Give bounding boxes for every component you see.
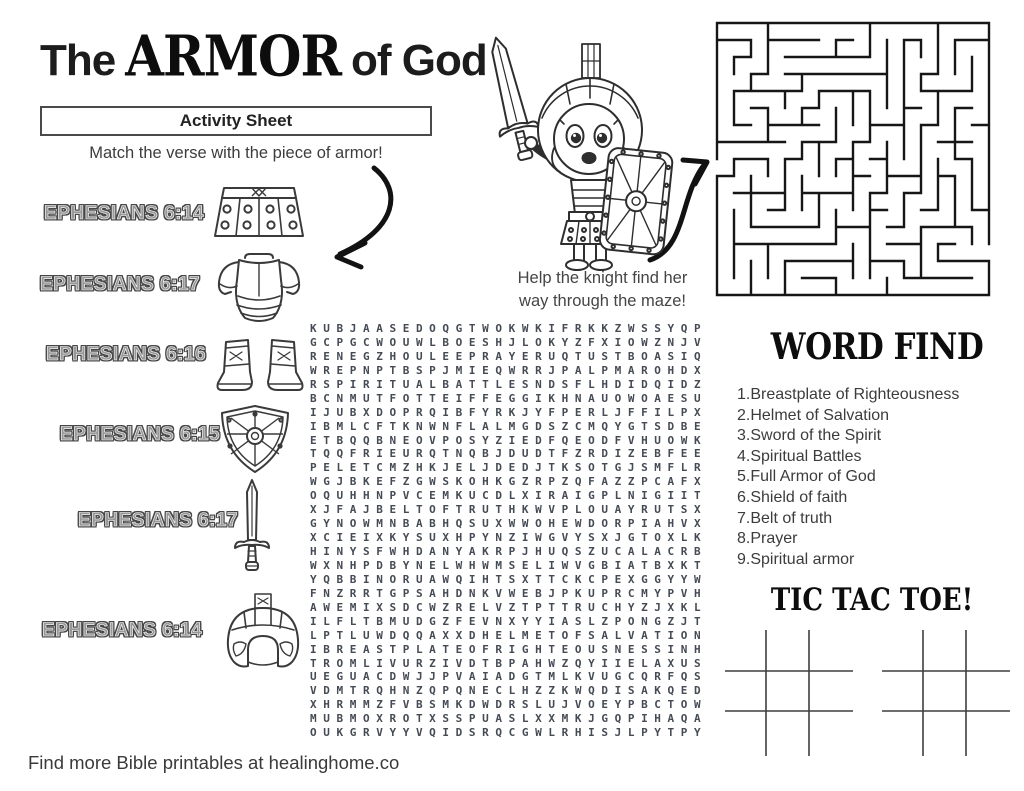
word-search-row: WGJBKEFZGWSKOHKGZRPZQFAZZPCAFX [310, 475, 708, 489]
shield-icon [218, 404, 292, 474]
word-find-item: 7.Belt of truth [737, 509, 833, 527]
word-find-heading: WORD FIND [770, 326, 984, 369]
title-post: of God [351, 36, 487, 85]
match-instruction: Match the verse with the piece of armor! [89, 144, 383, 162]
word-search-row: TQQFRIEURQTNQBJDUDTFZRDIZEBFEE [310, 447, 708, 461]
word-search-row: BCNMUTFOTTEIFFEGGIKHNAUOWOAESU [310, 391, 708, 405]
word-search-row: WXNHPDBYNELWHWMSELIWVGBIATBXKT [310, 558, 708, 572]
word-search-row: GYNOWMNBABHQSUXWWOHEWDORPIAHVX [310, 517, 708, 531]
tic-tac-toe-board [882, 630, 1010, 756]
boots-icon [212, 338, 308, 396]
word-search-row: AWEMIXSDCWZRELVZTPTTRUCHYZJXKL [310, 600, 708, 614]
activity-sheet-banner [40, 106, 432, 136]
word-search-row: LPTLUWDQQAXXDHELMETOFSALVATION [310, 628, 708, 642]
tic-tac-toe-board [725, 630, 853, 756]
title-armor-word: ARMOR [125, 23, 342, 90]
word-search-row: UEGUACDWJJPVAIADGTMLKVUGCQRFQS [310, 670, 708, 684]
word-find-item: 1.Breastplate of Righteousness [737, 386, 960, 403]
word-search-row: IBMLCFTKNWNFLALMGDSZCMQYGTSDBE [310, 419, 708, 433]
word-find-item: 4.Spiritual Battles [737, 447, 862, 465]
verse-label-1: EPHESIANS 6:14 [44, 203, 205, 224]
maze [714, 20, 992, 298]
word-search-row: KUBJAASEDOQGTWOKWKIFRKKZWSSYQP [310, 322, 708, 335]
word-search-grid [310, 322, 714, 740]
breastplate-icon [215, 252, 303, 324]
maze-caption-line1: Help the knight find her [517, 269, 688, 287]
word-find-list [737, 385, 1023, 570]
maze-caption-line2: way through the maze! [519, 292, 686, 310]
verse-label-2: EPHESIANS 6:17 [40, 274, 201, 295]
word-search-row: IBREASTPLATEOFRIGHTEOUSNESSINH [310, 642, 708, 656]
verse-label-6: EPHESIANS 6:14 [42, 620, 203, 641]
word-search-row: PELETCMZHKJELJDEDJTKSOTGJSMFLR [310, 461, 708, 475]
word-search-row: OQUHHNPVCEMKUCDLXIRAIGPLNIGIIT [310, 489, 708, 503]
word-search-row: IJUBXDOPRQIBFYRKJYFPERLJFFILPX [310, 405, 708, 419]
word-search-row: XCIEIXKYSUXHPYNZIWGVYSXJGTOXLK [310, 531, 708, 545]
word-search-row: YQBBINORUAWQIHTSXTTCKCPEXGGYYW [310, 572, 708, 586]
tic-tac-toe-heading: TIC TAC TOE! [770, 583, 974, 619]
maze-caption [470, 267, 735, 313]
word-find-item: 2.Helmet of Salvation [737, 406, 890, 424]
word-search-row: TROMLIVURZIVDTBPAHWZQYIIELAXUS [310, 656, 708, 670]
word-find-item: 5.Full Armor of God [737, 468, 876, 486]
word-search-row: WREPNPTBSPJMIEQWRRJPALPMAROHDX [310, 363, 708, 377]
word-find-item: 3.Sword of the Spirit [737, 427, 882, 445]
verse-label-4: EPHESIANS 6:15 [60, 424, 221, 445]
page-title [40, 23, 487, 90]
verse-label-3: EPHESIANS 6:16 [46, 344, 207, 365]
knight-illustration [482, 32, 677, 272]
banner-label: Activity Sheet [179, 111, 293, 130]
title-pre: The [40, 36, 116, 85]
footer-text: Find more Bible printables at healinghome.co [28, 752, 400, 773]
word-search-row: MUBMOXROTXSSPUASLXXMKJGQPIHAQA [310, 712, 708, 726]
sword-icon [232, 478, 272, 578]
arrow-to-armor-icons [312, 162, 407, 277]
word-search-row: RENEGZHOULEEPRAYERUQTUSTBOASIQ [310, 349, 708, 363]
word-search-row: GCPGCWOUWLBOESHJLOKYZFXIOWZNJV [310, 335, 708, 349]
word-search-row: XHRMMZFVBSMKDWDRSLUJVOEYPBCTOW [310, 698, 708, 712]
word-search-row: XJFAJBELTOFTRUTHKWVPLOUAYRUTSX [310, 503, 708, 517]
word-search-row: VDMTRQHNZQPQNECLHZZKWQDISAKQED [310, 684, 708, 698]
word-search-row: OUKGRVYYVQIDSRQCGWLRHISJLPYTPY [310, 726, 708, 740]
armor-skirt-icon [210, 184, 308, 242]
word-find-item: 8.Prayer [737, 530, 798, 548]
word-search-row: FNZRRTGPSAHDNKVWEBJPKUPRCMYPVH [310, 586, 708, 600]
word-search-row: HINYSFWHDANYAKRPJHUQSZUCALACRB [310, 545, 708, 558]
word-search-row: ETBQQBNEOVPOSYZIEDFQEODFVHUOWK [310, 433, 708, 447]
word-find-item: 9.Spiritual armor [737, 550, 855, 568]
word-search-row: ILFLTBMUDGZFEVNXYYIASLZPONGZJT [310, 614, 708, 628]
helmet-icon [222, 592, 304, 672]
word-search-row: RSPIRITUALBATTLESNDSFLHDIDQIDZ [310, 377, 708, 391]
verse-label-5: EPHESIANS 6:17 [78, 510, 239, 531]
word-find-item: 6.Shield of faith [737, 488, 848, 506]
